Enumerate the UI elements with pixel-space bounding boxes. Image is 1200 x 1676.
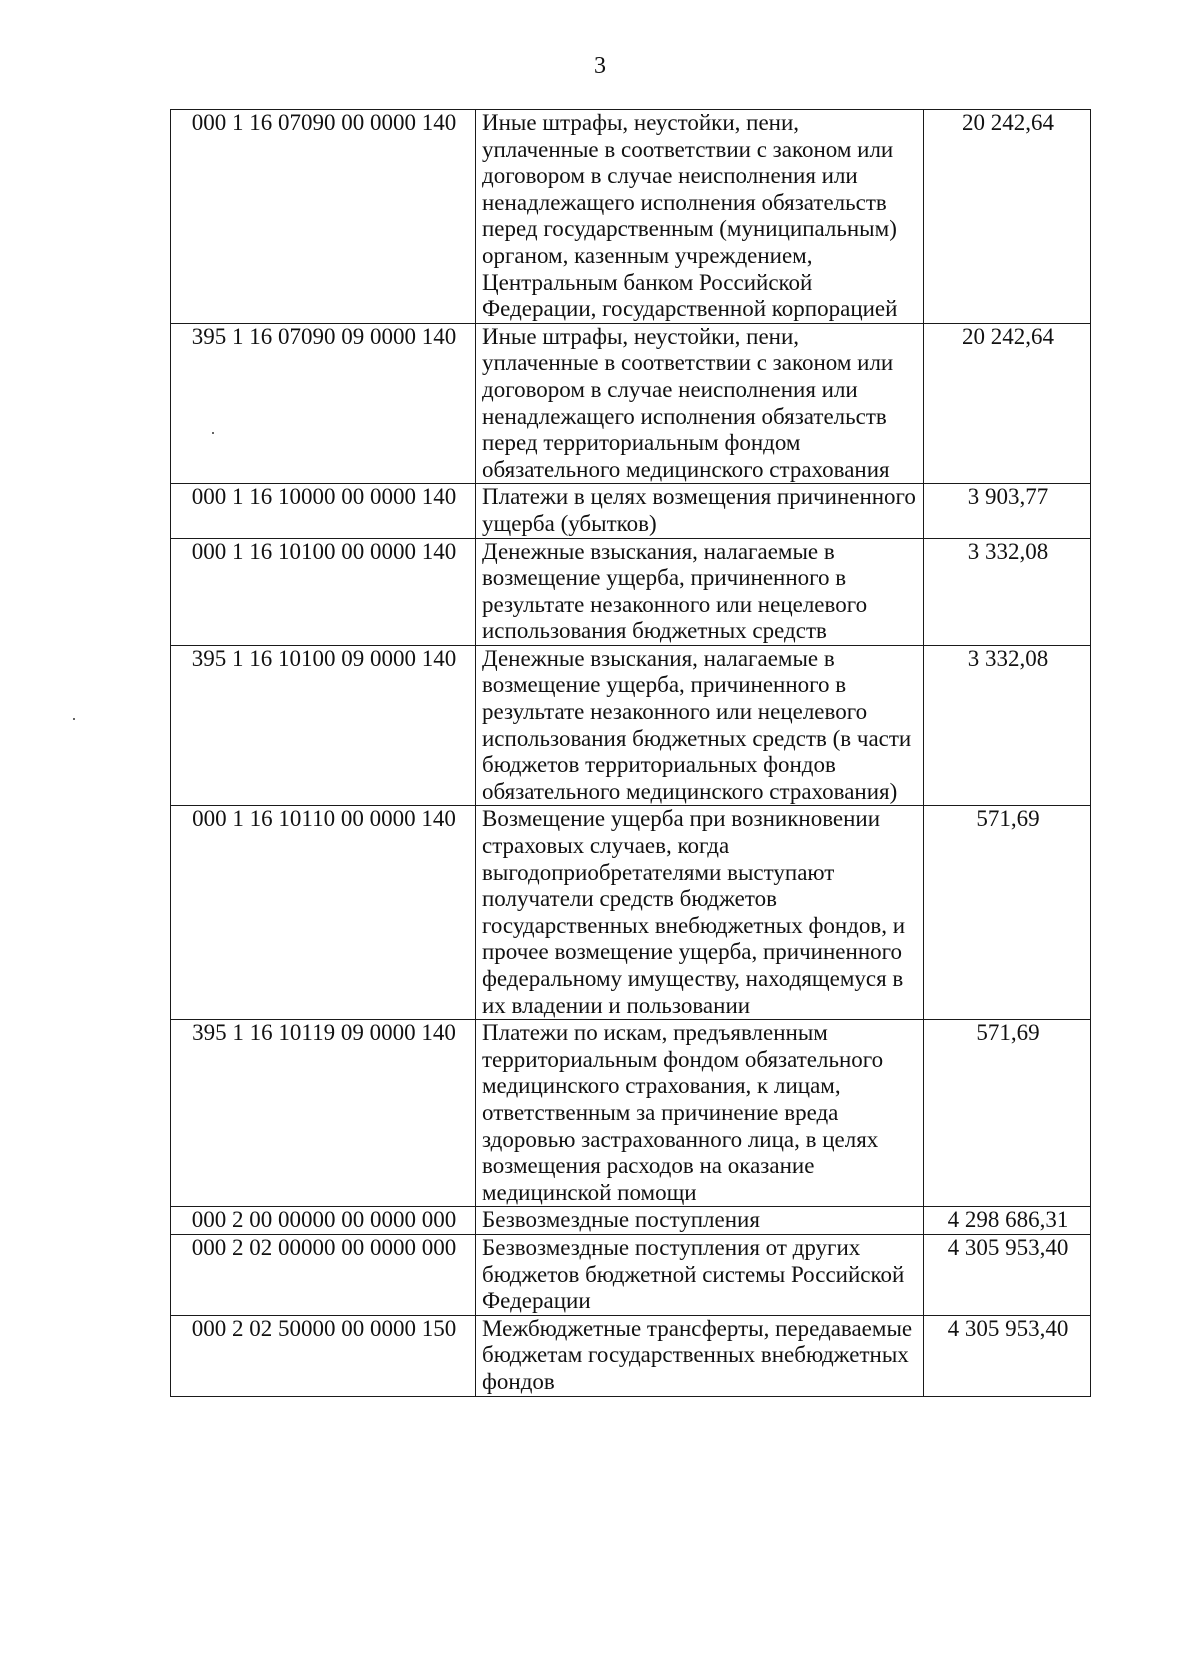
table-row — [171, 1315, 1091, 1396]
revenue-name: Безвозмездные поступления — [476, 1207, 924, 1235]
classification-code: 000 1 16 10110 00 0000 140 — [171, 806, 476, 1020]
classification-code: 000 1 16 07090 00 0000 140 — [171, 110, 476, 324]
revenue-name: Межбюджетные трансферты, передаваемые бюджетам государственных внебюджетных фондов — [476, 1315, 924, 1396]
classification-code: 000 1 16 10000 00 0000 140 — [171, 484, 476, 538]
table-row — [171, 323, 1091, 484]
amount: 571,69 — [924, 806, 1091, 1020]
table-row — [171, 1020, 1091, 1207]
revenue-name: Денежные взыскания, налагаемые в возмещение ущерба, причиненного в результате незаконного или нецелевого использования бюджетных средств (в части бюджетов территориальных фондов обязательного медицинского страхования) — [476, 645, 924, 806]
amount: 20 242,64 — [924, 110, 1091, 324]
amount: 4 305 953,40 — [924, 1315, 1091, 1396]
table-row — [171, 806, 1091, 1020]
revenue-name: Иные штрафы, неустойки, пени, уплаченные в соответствии с законом или договором в случае неисполнения или ненадлежащего исполнения обязательств перед государственным (муниципальным) органом, казенным учреждением, Центральным банком Российской Федерации, государственной корпорацией — [476, 110, 924, 324]
table-row — [171, 645, 1091, 806]
classification-code: 395 1 16 10100 09 0000 140 — [171, 645, 476, 806]
classification-code: 395 1 16 07090 09 0000 140 — [171, 323, 476, 484]
classification-code: 000 2 00 00000 00 0000 000 — [171, 1207, 476, 1235]
revenue-name: Платежи в целях возмещения причиненного ущерба (убытков) — [476, 484, 924, 538]
revenue-name: Возмещение ущерба при возникновении страховых случаев, когда выгодоприобретателями выступают получатели средств бюджетов государственных внебюджетных фондов, и прочее возмещение ущерба, причиненного федеральному имуществу, находящемуся в их владении и пользовании — [476, 806, 924, 1020]
classification-code: 000 1 16 10100 00 0000 140 — [171, 538, 476, 645]
classification-code: 000 2 02 00000 00 0000 000 — [171, 1234, 476, 1315]
amount: 3 332,08 — [924, 538, 1091, 645]
amount: 20 242,64 — [924, 323, 1091, 484]
scan-speck — [212, 432, 214, 434]
revenue-name: Иные штрафы, неустойки, пени, уплаченные в соответствии с законом или договором в случае неисполнения или ненадлежащего исполнения обязательств перед территориальным фондом обязательного медицинского страхования — [476, 323, 924, 484]
revenue-name: Платежи по искам, предъявленным территориальным фондом обязательного медицинского страхования, к лицам, ответственным за причинение вреда здоровью застрахованного лица, в целях возмещения расходов на оказание медицинской помощи — [476, 1020, 924, 1207]
amount: 571,69 — [924, 1020, 1091, 1207]
table-row — [171, 1207, 1091, 1235]
classification-code: 000 2 02 50000 00 0000 150 — [171, 1315, 476, 1396]
table-row — [171, 538, 1091, 645]
amount: 3 332,08 — [924, 645, 1091, 806]
revenue-name: Денежные взыскания, налагаемые в возмещение ущерба, причиненного в результате незаконного или нецелевого использования бюджетных средств — [476, 538, 924, 645]
table-row — [171, 1234, 1091, 1315]
classification-code: 395 1 16 10119 09 0000 140 — [171, 1020, 476, 1207]
table-row — [171, 110, 1091, 324]
table-row — [171, 484, 1091, 538]
amount: 4 305 953,40 — [924, 1234, 1091, 1315]
revenue-name: Безвозмездные поступления от других бюджетов бюджетной системы Российской Федерации — [476, 1234, 924, 1315]
amount: 3 903,77 — [924, 484, 1091, 538]
page-number: 3 — [594, 53, 606, 79]
budget-revenue-table — [170, 109, 1091, 1397]
scan-speck — [73, 718, 75, 720]
amount: 4 298 686,31 — [924, 1207, 1091, 1235]
